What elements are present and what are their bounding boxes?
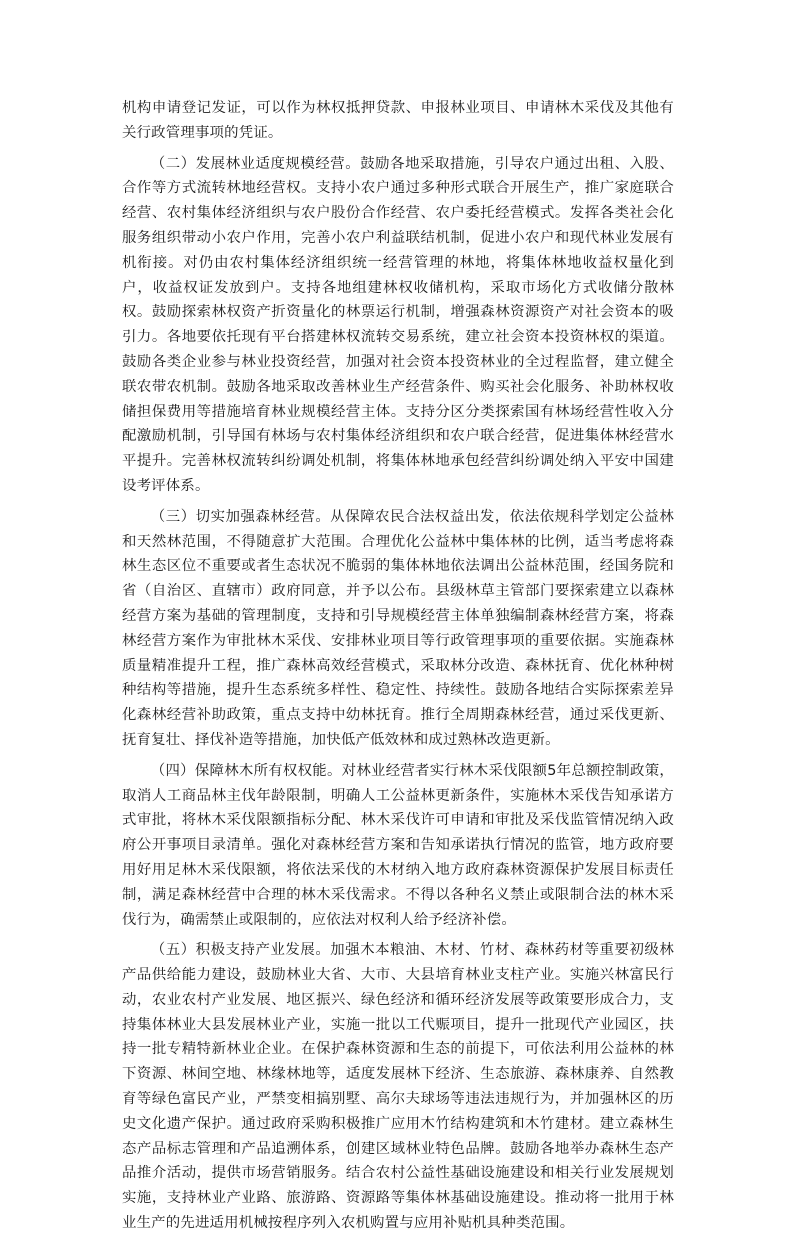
paragraph-section-3: （三）切实加强森林经营。从保障农民合法权益出发，依法依规科学划定公益林和天然林范围，不得随意扩大范围。合理优化公益林中集体林的比例，适当考虑将森林生态区位不重要或者生态状况不脆弱的集体林地依法调出公益林范围，经国务院和省（自治区、直辖市）政府同意，并予以公布。县级林草主管部门要探索建立以森林经营方案为基础的管理制度，支持和引导规模经营主体单独编制森林经营方案，将森林经营方案作为审批林木采伐、安排林业项目等行政管理事项的重要依据。实施森林质量精准提升工程，推广森林高效经营模式，采取林分改造、森林抚育、优化林种树种结构等措施，提升生态系统多样性、稳定性、持续性。鼓励各地结合实际探索差异化森林经营补助政策，重点支持中幼林抚育。推行全周期森林经营，通过采伐更新、抚育复壮、择伐补造等措施，加快低产低效林和成过熟林改造更新。: [122, 508, 674, 748]
paragraph-section-2: （二）发展林业适度规模经营。鼓励各地采取措施，引导农户通过出租、入股、合作等方式流转林地经营权。支持小农户通过多种形式联合开展生产，推广家庭联合经营、农村集体经济组织与农户股份合作经营、农户委托经营模式。发挥各类社会化服务组织带动小农户作用，完善小农户利益联结机制，促进小农户和现代林业发展有机衔接。对仍由农村集体经济组织统一经营管理的林地，将集体林地收益权量化到户，收益权证发放到户。支持各地组建林权收储机构，采取市场化方式收储分散林权。鼓励探索林权资产折资量化的林票运行机制，增强森林资源资产对社会资本的吸引力。各地要依托现有平台搭建林权流转交易系统，建立社会资本投资林权的渠道。鼓励各类企业参与林业投资经营，加强对社会资本投资林业的全过程监督，建立健全联农带农机制。鼓励各地采取改善林业生产经营条件、购买社会化服务、补助林权收储担保费用等措施培育林业规模经营主体。支持分区分类探索国有林场经营性收入分配激励机制，引导国有林场与农村集体经济组织和农户联合经营，促进集体林经营水平提升。完善林权流转纠纷调处机制，将集体林地承包经营纠纷调处纳入平安中国建设考评体系。: [122, 155, 674, 494]
document-body: [122, 96, 674, 1242]
paragraph-continuation: 机构申请登记发证，可以作为林权抵押贷款、申报林业项目、申请林木采伐及其他有关行政管理事项的凭证。: [122, 100, 674, 141]
paragraph-section-4: （四）保障林木所有权权能。对林业经营者实行林木采伐限额5年总额控制政策，取消人工商品林主伐年龄限制，明确人工公益林更新条件，实施林木采伐告知承诺方式审批，将林木采伐限额指标分配、林木采伐许可申请和审批及采伐监管情况纳入政府公开事项目录清单。强化对森林经营方案和告知承诺执行情况的监管，地方政府要用好用足林木采伐限额，将依法采伐的木材纳入地方政府森林资源保护发展目标责任制，满足森林经营中合理的林木采伐需求。不得以各种名义禁止或限制合法的林木采伐行为，确需禁止或限制的，应依法对权利人给予经济补偿。: [122, 762, 674, 928]
paragraph-section-5: （五）积极支持产业发展。加强木本粮油、木材、竹材、森林药材等重要初级林产品供给能力建设，鼓励林业大省、大市、大县培育林业支柱产业。实施兴林富民行动，农业农村产业发展、地区振兴、绿色经济和循环经济发展等政策要形成合力，支持集体林业大县发展林业产业，实施一批以工代赈项目，提升一批现代产业园区，扶持一批专精特新林业企业。在保护森林资源和生态的前提下，可依法利用公益林的林下资源、林间空地、林缘林地等，适度发展林下经济、生态旅游、森林康养、自然教育等绿色富民产业，严禁变相搞别墅、高尔夫球场等违法违规行为，并加强林区的历史文化遗产保护。通过政府采购积极推广应用木竹结构建筑和木竹建材。建立森林生态产品标志管理和产品追溯体系，创建区域林业特色品牌。鼓励各地举办森林生态产品推介活动，提供市场营销服务。结合农村公益性基础设施建设和相关行业发展规划实施，支持林业产业路、旅游路、资源路等集体林基础设施建设。推动将一批用于林业生产的先进适用机械按程序列入农机购置与应用补贴机具种类范围。: [122, 942, 674, 1232]
